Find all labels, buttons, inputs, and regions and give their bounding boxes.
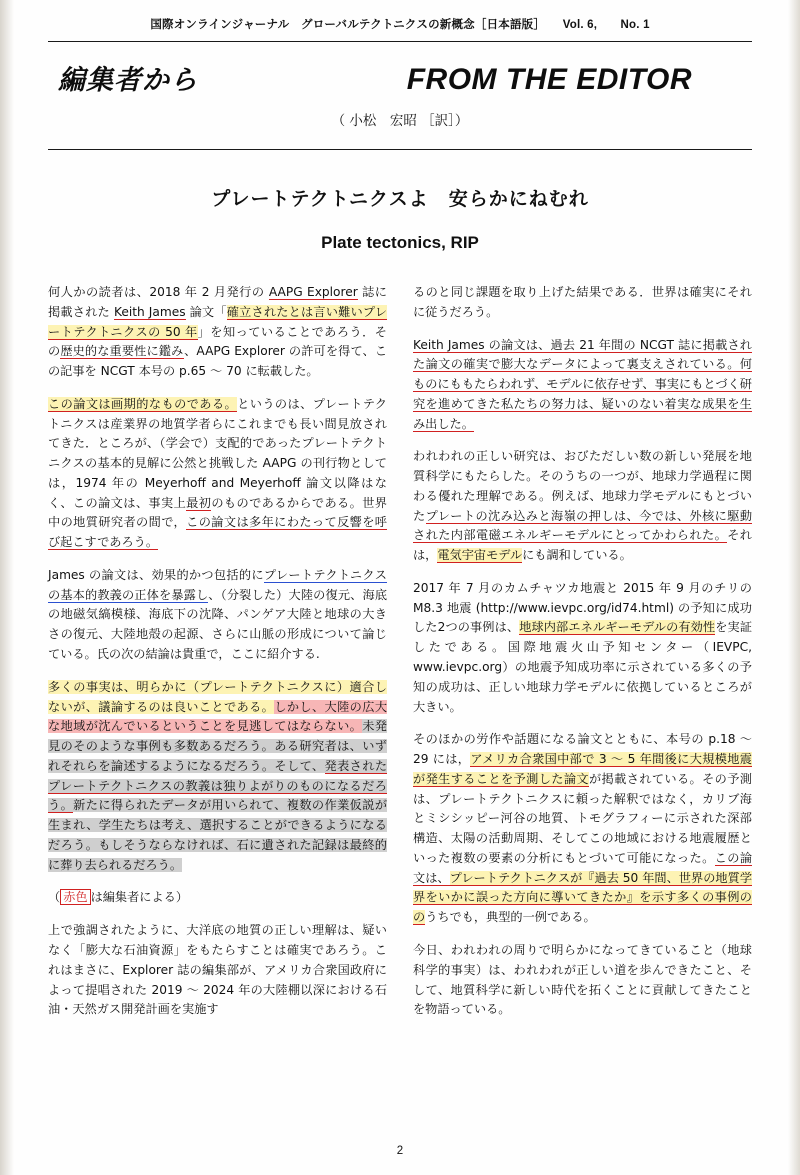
annotated-underline-red: Keith James の論文は、過去 21 年間の NCGT 誌に掲載された論文の確実で膨大なデータによって裏支えされている。何ものにももたらわれず、モデルに依存せず、事実にもとづく研究を進めてきた私たちの努力は、疑いのない着実な成果を生み出した。 xyxy=(413,337,752,431)
article-title-english: Plate tectonics, RIP xyxy=(321,233,479,252)
text-run: そのほかの労作や話題になる論文とともに、本号の p.18 ～ 29 には， xyxy=(413,732,752,767)
paragraph xyxy=(48,921,387,1020)
text-run: （ xyxy=(48,890,61,905)
text-run: が掲載されている。その予測は、プレートテクトニクスに頼った解釈ではなく，カリブ海とミシシッピー河谷の地質、トモグラフィーに示された深部構造、太陽の活動周期、そしてこの地域における地震履歴といった複数の要素の分析にもとづいて可能になった。 xyxy=(413,771,753,865)
article-title-japanese: プレートテクトニクスよ 安らかにねむれ xyxy=(211,188,589,210)
annotated-highlight-yellow: アメリカ合衆国中部で 3 ～ 5 年間後に大規模地震が発生することを予測した論文 xyxy=(413,752,752,786)
column-left xyxy=(48,283,387,1033)
annotated-underline-red: この論文は多年にわたって反響を呼び起こすであろう。 xyxy=(48,515,387,550)
text-run: 上で強調されたように、大洋底の地質の正しい理解は、疑いなく「膨大な石油資源」をもたらすことは確実であろう。これはまさに、Explorer 誌の編集部が、アメリカ合衆国政府によって提唱された 2019 ～ 2024 年の大陸棚以深における石油・天然ガス開発計画を実施す xyxy=(48,923,387,1017)
paragraph xyxy=(413,579,752,717)
paragraph xyxy=(48,395,387,553)
annotated-highlight-pink: しかし、大陸の広大な地域が沈んでいるということを見逃してはならない。 xyxy=(48,699,388,734)
paragraph xyxy=(413,336,752,435)
annotated-highlight-yellow: 多くの事実は、明らかに（プレートテクトニクスに）適合しないが、議論するのは良いことである。 xyxy=(48,679,387,714)
text-run: 誌に掲載された xyxy=(48,285,387,319)
text-run: 論文「 xyxy=(185,304,227,319)
paragraph xyxy=(413,730,752,928)
running-head: 国際オンラインジャーナル グローバルテクトニクスの新概念［日本語版］ Vol. 6, No. 1 xyxy=(150,19,650,31)
annotated-highlight-yellow: プレートテクトニクスが『過去 50 年間、世界の地質学界をいかに誤った方向に導いてきたか』を示す多くの事例のの xyxy=(413,870,753,925)
paragraph xyxy=(413,283,752,323)
text-run: るのと同じ課題を取り上げた結果である．世界は確実にそれに従うだろう。 xyxy=(413,285,752,319)
text-run: 、（分裂した）大陸の復元、海底の地磁気縞模様、海底下の沈降、パンゲア大陸と地球の大きさの復元、大陸地殻の起源、さらに山脈の形成について論じている。氏の次の結論は貴重で，ここに紹介する. xyxy=(48,587,388,662)
text-run: 2017 年 7 月のカムチャツカ地震と 2015 年 9 月のチリの M8.3 地震 (http://www.ievpc.org/id74.html) の予知に成功した2つの事例は、 xyxy=(413,580,752,635)
annotated-underline-red: 歴史的な重要性に鑑み xyxy=(60,344,185,359)
header-rule-bottom xyxy=(48,149,752,150)
text-run: にも調和している。 xyxy=(522,548,632,563)
paragraph xyxy=(413,941,752,1020)
annotated-highlight-yellow: 電気宇宙モデル xyxy=(437,548,523,563)
masthead-title-japanese: 編集者から xyxy=(58,65,198,96)
text-run: 、AAPG Explorer の許可を得て、この記事を NCGT 本号の p.65 ～ 70 に転載した。 xyxy=(48,344,388,379)
paragraph xyxy=(48,283,387,382)
text-run: を実証したである。国際地震火山予知センター（IEVPC, www.ievpc.org）の地震予知成功率に示されている多くの予知の成功は、正しい地球力学モデルに依拠しているところが大きい。 xyxy=(413,620,753,714)
annotated-highlight-gray-underline: 発表されたプレートテクトニクスの教義は独りよがりのものになるだろう。 xyxy=(48,758,388,813)
annotated-highlight-yellow: この論文は画期的なものである。 xyxy=(48,396,238,411)
annotated-underline-red: Keith James xyxy=(113,304,186,319)
text-run: われわれの正しい研究は、おびただしい数の新しい発展を地質科学にもたらした。そのうちの一つが、地球力学過程に関わる優れた理解である。例えば、地球力学モデルにもとづいた xyxy=(413,449,752,523)
masthead xyxy=(48,42,752,101)
page-number: 2 xyxy=(396,1145,404,1157)
annotated-highlight-gray: 新たに得られたデータが用いられて、複数の作業仮説が生まれ、学生たちは考え、選択することができるようになるだろう。もしそうならなければ、石に遺された記録は最終的に葬り去られるだろう。 xyxy=(48,798,388,872)
text-run: というのは、プレートテクトニクスは産業界の地質学者らにこれまでも長い間見放されてきた．ところが、（学会で）支配的であったプレートテクトニクスの基本的見解に公然と挑戦した AAPG の刊行物としては，1974 年の Meyerhoff and Meyerhoff 論文以降はなく、この論文は、事実上 xyxy=(48,396,387,510)
annotated-underline-red: プレートの沈み込みと海嶺の押しは、今では、外核に駆動された内部電磁エネルギーモデルにとってかわられた。 xyxy=(413,508,753,543)
text-run: それは， xyxy=(413,528,752,563)
translator-credit: （ 小松 宏昭 ［訳］） xyxy=(331,113,469,129)
annotated-highlight-yellow: 地球内部エネルギーモデルの有効性 xyxy=(519,620,716,635)
paragraph xyxy=(413,447,752,566)
text-run: うちでも，典型的一例である。 xyxy=(425,910,596,925)
annotated-box-red: 赤色 xyxy=(60,889,90,905)
annotated-underline-red: 最初 xyxy=(186,495,212,510)
annotated-underline-blue: プレートテクトニクスの基本的教義の正体を暴露し xyxy=(48,567,387,602)
annotated-underline-red: この論文は、 xyxy=(413,850,753,885)
paragraph xyxy=(48,678,387,876)
annotated-underline-red: AAPG Explorer xyxy=(268,285,358,299)
text-run: は編集者による） xyxy=(90,890,189,905)
text-run: James の論文は、効果的かつ包括的に xyxy=(48,567,264,582)
article-body xyxy=(48,283,752,1033)
text-run: 何人かの読者は、2018 年 2 月発行の xyxy=(48,285,269,299)
text-run: のものであるからである。世界中の地質研究者の間で， xyxy=(48,495,387,530)
annotated-highlight-yellow: 確立されたとは言い難いプレートテクトニクスの 50 年 xyxy=(48,304,388,339)
paragraph-editor-note xyxy=(48,888,387,908)
column-right xyxy=(413,283,752,1033)
masthead-title-english: FROM THE EDITOR xyxy=(406,63,692,96)
annotated-highlight-gray: 未発見のそのような事例も多数あるだろう。ある研究者は、いずれそれらを論述するようになるだろう。そして、 xyxy=(48,719,388,773)
text-run: 今日、われわれの周りで明らかになってきていること（地球科学的事実）は、われわれが正しい道を歩んできたこと、そして、地質科学に新しい時代を拓くことに貢献してきたことを物語っている。 xyxy=(413,942,752,1017)
text-run: 」を知っていることであろう．その xyxy=(48,324,387,359)
paragraph xyxy=(48,566,387,665)
